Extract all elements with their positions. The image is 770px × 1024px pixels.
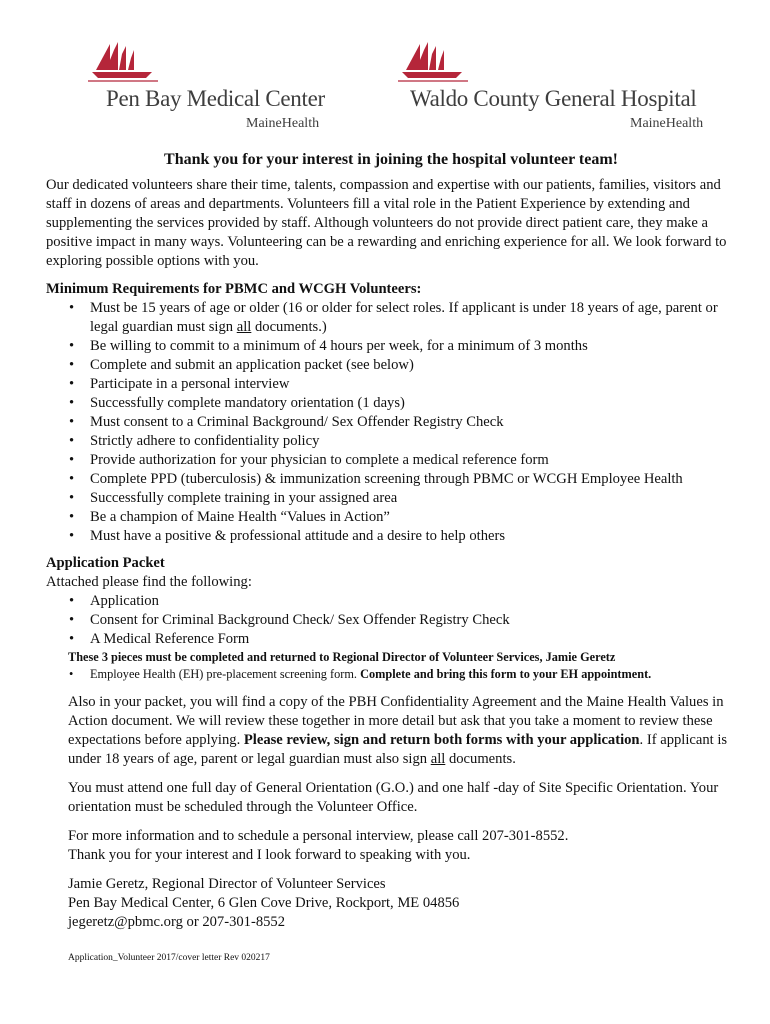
footer-note: Application_Volunteer 2017/cover letter Rev 020217 <box>68 953 270 963</box>
confidentiality-paragraph: Also in your packet, you will find a copy of the PBH Confidentiality Agreement and the Maine Health Values in Action document. We will review these together in more detail but ask that you take a moment to review these expectations before applying. Please review, sign and return both forms with your application. If applicant is under 18 years of age, parent or legal guardian must also sign all documents. <box>68 694 728 767</box>
page-title: Thank you for your interest in joining the hospital volunteer team! <box>164 151 618 168</box>
list-item: • Application <box>90 592 736 611</box>
list-item: • Strictly adhere to confidentiality policy <box>90 432 736 451</box>
waldo-county-logo <box>398 40 718 140</box>
list-item: • Be willing to commit to a minimum of 4 hours per week, for a minimum of 3 months <box>90 337 736 356</box>
list-item: • Consent for Criminal Background Check/ Sex Offender Registry Check <box>90 611 736 630</box>
left-org-name: Pen Bay Medical Center <box>106 86 325 111</box>
list-item: • Be a champion of Maine Health “Values in Action” <box>90 508 736 527</box>
signature-block <box>46 875 736 932</box>
packet-heading: Application Packet <box>46 555 165 571</box>
signature-line: Jamie Geretz, Regional Director of Volunteer Services <box>68 876 386 892</box>
list-item: • Must have a positive & professional attitude and a desire to help others <box>90 527 736 546</box>
list-item: • Employee Health (EH) pre-placement screening form. Complete and bring this form to your EH appointment. <box>90 666 736 683</box>
contact-line: Thank you for your interest and I look forward to speaking with you. <box>68 847 471 863</box>
list-item: • Successfully complete training in your assigned area <box>90 489 736 508</box>
contact-line: For more information and to schedule a personal interview, please call 207-301-8552. <box>68 828 569 844</box>
list-item: • Successfully complete mandatory orientation (1 days) <box>90 394 736 413</box>
sailboat-icon <box>398 40 468 84</box>
orientation-paragraph: You must attend one full day of General Orientation (G.O.) and one half -day of Site Specific Orientation. Your orientation must be scheduled through the Volunteer Office. <box>68 780 719 815</box>
signature-line: jegeretz@pbmc.org or 207-301-8552 <box>68 914 286 930</box>
list-item: • Provide authorization for your physician to complete a medical reference form <box>90 451 736 470</box>
packet-note: These 3 pieces must be completed and returned to Regional Director of Volunteer Services, Jamie Geretz <box>68 650 616 664</box>
requirements-heading: Minimum Requirements for PBMC and WCGH Volunteers: <box>46 281 422 297</box>
list-item: • Participate in a personal interview <box>90 375 736 394</box>
left-sub-brand: MaineHealth <box>246 116 320 131</box>
pen-bay-logo <box>88 40 338 140</box>
right-sub-brand: MaineHealth <box>630 116 704 131</box>
signature-line: Pen Bay Medical Center, 6 Glen Cove Drive, Rockport, ME 04856 <box>68 895 460 911</box>
list-item: • Must be 15 years of age or older (16 or older for select roles. If applicant is under 18 years of age, parent or legal guardian must sign all documents.) <box>90 299 736 337</box>
sailboat-icon <box>88 40 158 84</box>
eh-list <box>46 666 736 683</box>
packet-list <box>46 592 736 649</box>
list-item: • Complete and submit an application packet (see below) <box>90 356 736 375</box>
packet-lead: Attached please find the following: <box>46 574 252 590</box>
header-logos <box>0 0 770 140</box>
letter-body <box>46 150 736 964</box>
intro-paragraph: Our dedicated volunteers share their time, talents, compassion and expertise with our patients, families, visitors and staff in dozens of areas and departments. Volunteers fill a vital role in the Patient Experience by extending and supplementing the services provided by staff. Although volunteers do not provide direct patient care, they make a positive impact in many ways. Volunteering can be a rewarding and enriching experience for all. We look forward to exploring possible options with you. <box>46 177 727 269</box>
list-item: • A Medical Reference Form <box>90 630 736 649</box>
list-item: • Must consent to a Criminal Background/ Sex Offender Registry Check <box>90 413 736 432</box>
right-org-name: Waldo County General Hospital <box>410 86 697 111</box>
contact-paragraph <box>46 827 736 865</box>
list-item: • Complete PPD (tuberculosis) & immunization screening through PBMC or WCGH Employee Health <box>90 470 736 489</box>
requirements-list <box>46 299 736 546</box>
